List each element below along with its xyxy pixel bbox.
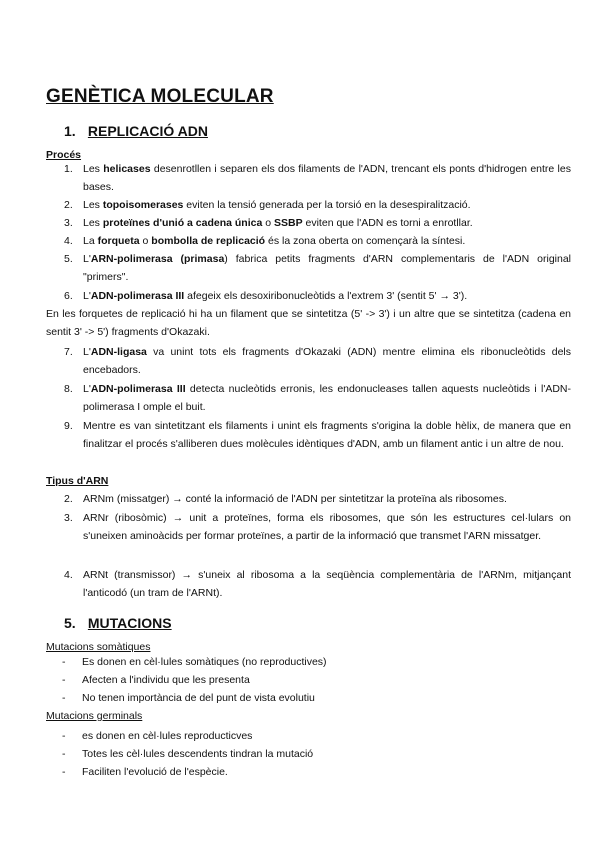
dash-bullet: - — [62, 692, 66, 704]
dash-bullet: - — [62, 748, 66, 760]
list-item — [46, 232, 571, 250]
list-item — [46, 214, 571, 232]
item-text: ARNr (ribosòmic) → unit a proteïnes, forma els ribosomes, que són les estructures cel·lulars on s'uneixen aminoàcids per formar proteïnes, a partir de la informació que transmet l'ARN missatger. — [83, 512, 571, 542]
subheading-proces: Procés — [46, 149, 82, 161]
item-number: 7. — [64, 346, 73, 358]
item-number: 8. — [64, 383, 73, 395]
item-number: 2. — [64, 199, 73, 211]
list-item — [46, 250, 571, 286]
item-text: No tenen importància de del punt de vista evolutiu — [82, 692, 315, 704]
list-item — [46, 287, 571, 305]
list-item — [46, 763, 571, 781]
dash-bullet: - — [62, 656, 66, 668]
subheading-tipus-arn: Tipus d'ARN — [46, 475, 109, 487]
item-text: Totes les cèl·lules descendents tindran la mutació — [82, 748, 314, 760]
section-heading-mutacions — [64, 615, 172, 631]
item-text: Es donen en cèl·lules somàtiques (no reproductives) — [82, 656, 327, 668]
item-number: 1. — [64, 163, 73, 175]
item-text: ARNt (transmissor) → s'uneix al ribosoma a la seqüència complementària de l'ARNm, mitjançant l'anticodó (un tram de l'ARNt). — [83, 569, 571, 599]
list-item — [46, 160, 571, 196]
item-text: L'ADN-polimerasa III detecta nucleòtids erronis, les endonucleases tallen aquests nucleòtids i l'ADN-polimerasa I omple el buit. — [83, 383, 571, 413]
dash-bullet: - — [62, 766, 66, 778]
list-item — [46, 566, 571, 602]
list-item — [46, 727, 571, 745]
list-item — [46, 417, 571, 453]
paragraph-okazaki: En les forquetes de replicació hi ha un filament que se sintetitza (5' -> 3') i un altre que se sintetitza (cadena en sentit 3' -> 5') fragments d'Okazaki. — [46, 308, 571, 338]
list-item — [46, 509, 571, 545]
item-text: Mentre es van sintetitzant els filaments i unint els fragments s'origina la doble hèlix, de manera que en finalitzar el procés s'alliberen dues molècules idèntiques d'ADN, amb un filament antic i un altre de nou. — [83, 420, 571, 450]
item-text: es donen en cèl·lules reproducticves — [82, 730, 253, 742]
dash-bullet: - — [62, 730, 66, 742]
dash-bullet: - — [62, 674, 66, 686]
item-text: ARNm (missatger) → conté la informació de l'ADN per sintetitzar la proteïna als ribosomes. — [83, 493, 507, 505]
item-text: Les proteïnes d'unió a cadena única o SSBP eviten que l'ADN es torni a enrotllar. — [83, 217, 473, 229]
item-text: L'ARN-polimerasa (primasa) fabrica petits fragments d'ARN complementaris de l'ADN original "primers". — [83, 253, 572, 283]
item-number: 9. — [64, 420, 73, 432]
list-item — [46, 380, 571, 416]
item-text: Faciliten l'evolució de l'espècie. — [82, 766, 228, 778]
subheading-somatiques: Mutacions somàtiques — [46, 641, 151, 653]
item-text: L'ADN-polimerasa III afegeix els desoxiribonucleòtids a l'extrem 3' (sentit 5' → 3'). — [83, 290, 468, 302]
section-number: 5. — [64, 615, 76, 631]
item-text: L'ADN-ligasa va unint tots els fragments d'Okazaki (ADN) mentre elimina els ribonucleòtids dels encebadors. — [83, 346, 571, 376]
item-text: Afecten a l'individu que les presenta — [82, 674, 250, 686]
list-item — [46, 196, 571, 214]
item-number: 3. — [64, 217, 73, 229]
list-item — [46, 671, 571, 689]
list-item — [46, 490, 571, 508]
item-number: 2. — [64, 493, 73, 505]
document-title: GENÈTICA MOLECULAR — [46, 86, 274, 107]
item-number: 3. — [64, 512, 73, 524]
section-heading-replicacio — [64, 123, 208, 139]
list-item — [46, 689, 571, 707]
list-item — [46, 745, 571, 763]
item-text: La forqueta o bombolla de replicació és la zona oberta on començarà la síntesi. — [83, 235, 466, 247]
section-number: 1. — [64, 123, 76, 139]
list-item — [46, 653, 571, 671]
section-title: MUTACIONS — [87, 615, 172, 631]
subheading-germinals: Mutacions germinals — [46, 710, 143, 722]
item-text: Les topoisomerases eviten la tensió generada per la torsió en la desespiralització. — [83, 199, 471, 211]
item-number: 4. — [64, 569, 73, 581]
item-number: 5. — [64, 253, 73, 265]
item-number: 6. — [64, 290, 73, 302]
list-item — [46, 343, 571, 379]
item-text: Les helicases desenrotllen i separen els dos filaments de l'ADN, trencant els ponts d'hidrogen entre les bases. — [83, 163, 571, 193]
item-number: 4. — [64, 235, 73, 247]
section-title: REPLICACIÓ ADN — [87, 123, 208, 139]
